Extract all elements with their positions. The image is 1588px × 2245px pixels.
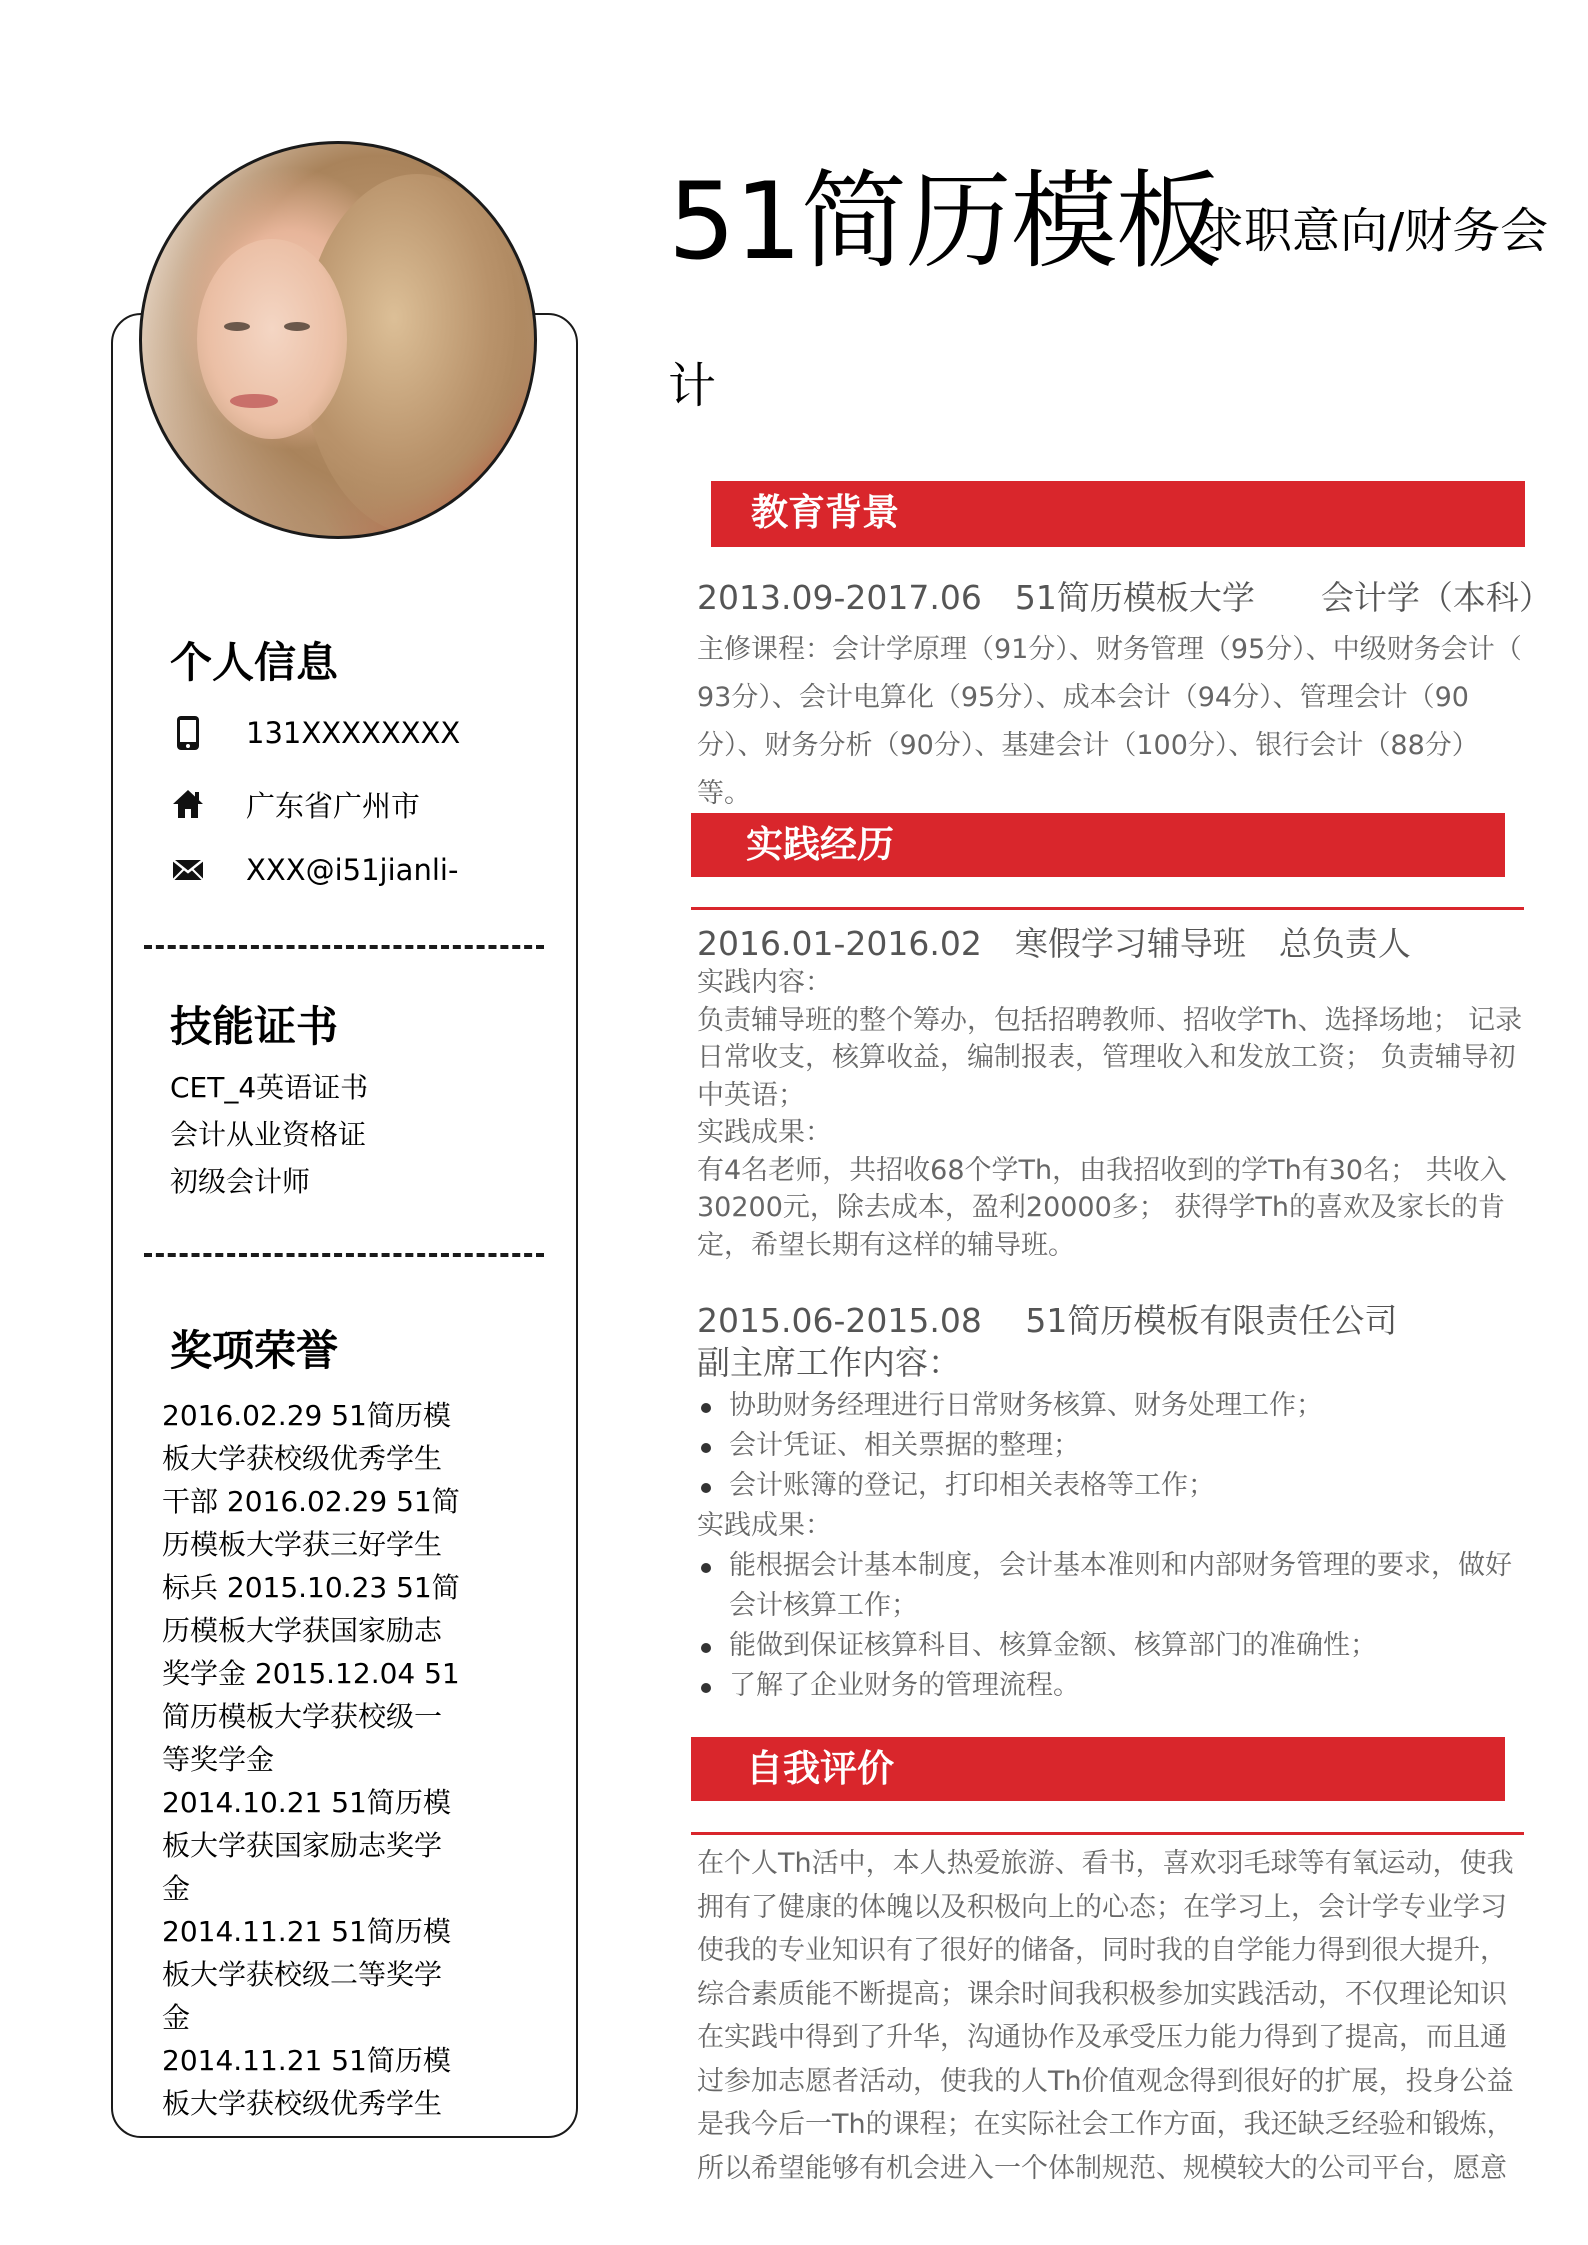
practice-heading: 实践经历 [691,813,1505,877]
certificates-heading: 技能证书 [170,1002,339,1051]
result-bullet-list [697,1546,1512,1706]
self-evaluation-text: 在个人Th活中，本人热爱旅游、看书，喜欢羽毛球等有氧运动，使我拥有了健康的体魄以及积极向上的心态；在学习上，会计学专业学习使我的专业知识有了很好的储备，同时我的自学能力得到很大提升，综合素质能不断提高；课余时间我积极参加实践活动，不仅理论知识在实践中得到了升华，沟通协作及承受压力能力得到了提高，而且通过参加志愿者活动，使我的人Th价值观念得到很好的扩展，投身公益是我今后一Th的课程；在实际社会工作方面，我还缺乏经验和锻炼，所以希望能够有机会进入一个体制规范、规模较大的公司平台，愿意 [697,1848,1514,2184]
certificate-item: 会计从业资格证 [170,1118,367,1151]
awards-heading: 奖项荣誉 [170,1326,339,1375]
section-underline [691,907,1524,910]
job-intent-continued: 计 [668,358,717,414]
section-underline [711,544,1525,547]
certificate-item: CET_4英语证书 [170,1071,369,1104]
result-text: 有4名老师，共招收68个学Th，由我招收到的学Th有30名； 共收入30200元，除去成本，盈利20000多； 获得学Th的喜欢及家长的肯定，希望长期有这样的辅导班。 [697,1154,1507,1261]
list-item: 会计账簿的登记，打印相关表格等工作； [697,1466,1512,1506]
job-intent: 求职意向/财务会 [1196,203,1549,259]
profile-photo [139,141,537,539]
work-bullet-list [697,1386,1512,1506]
content-text: 负责辅导班的整个筹办，包括招聘教师、招收学Th、选择场地； 记录日常收支，核算收益，编制报表，管理收入和发放工资； 负责辅导初中英语； [697,1004,1523,1111]
sidebar-divider [144,1253,544,1257]
awards-list [162,1394,462,2125]
result-label: 实践成果： [697,1117,832,1148]
award-item: 2014.11.21 51简历模板大学获校级二等奖学金 [162,1915,451,2034]
education-entry: 2013.09-2017.06 51简历模板大学 会计学（本科） [697,578,1552,617]
resume-title: 51简历模板 [668,160,1221,283]
phone-number: 131XXXXXXXX [246,716,461,750]
list-item: 能根据会计基本制度，会计基本准则和内部财务管理的要求，做好会计核算工作； [697,1546,1512,1626]
home-icon [170,786,206,822]
contact-address-row [170,784,421,824]
award-item: 2014.10.21 51简历模板大学获国家励志奖学金 [162,1786,451,1905]
practice-entry-body [697,1386,1512,1706]
certificate-item: 初级会计师 [170,1165,311,1198]
award-item: 2016.02.29 51简历模板大学获校级优秀学生干部 2016.02.29 51简历模板大学获三好学生标兵 2015.10.23 51简历模板大学获国家励志奖学金 2015.12.04 51简历模板大学获校级一等奖学金 [162,1399,460,1776]
list-item: 协助财务经理进行日常财务核算、财务处理工作； [697,1386,1512,1426]
education-courses: 主修课程：会计学原理（91分）、财务管理（95分）、中级财务会计（ 93分）、会计电算化（95分）、成本会计（94分）、管理会计（90分）、财务分析（90分）、基建会计（100分）、银行会计（88分）等。 [697,634,1522,809]
result-label: 实践成果： [697,1510,832,1541]
contact-phone-row [170,713,461,753]
email: XXX@i51jianli- [246,853,459,887]
list-item: 了解了企业财务的管理流程。 [697,1666,1512,1706]
sidebar-divider [144,945,544,949]
mail-icon [170,852,206,888]
practice-entry-head: 2016.01-2016.02 寒假学习辅导班 总负责人 [697,924,1411,963]
section-underline [691,1832,1524,1835]
practice-entry-head: 2015.06-2015.08 51简历模板有限责任公司 副主席工作内容： [697,1301,1398,1382]
award-item: 2014.11.21 51简历模板大学获校级优秀学生 [162,2044,451,2120]
contact-email-row [170,850,459,890]
list-item: 能做到保证核算科目、核算金额、核算部门的准确性； [697,1626,1512,1666]
certificate-list [170,1064,368,1205]
list-item: 会计凭证、相关票据的整理； [697,1426,1512,1466]
education-heading: 教育背景 [711,481,1525,545]
phone-icon [170,715,206,751]
address: 广东省广州市 [246,788,421,823]
personal-info-heading: 个人信息 [170,638,339,687]
practice-entry-body [697,964,1527,1264]
content-label: 实践内容： [697,967,832,998]
self-evaluation-heading: 自我评价 [691,1737,1505,1801]
